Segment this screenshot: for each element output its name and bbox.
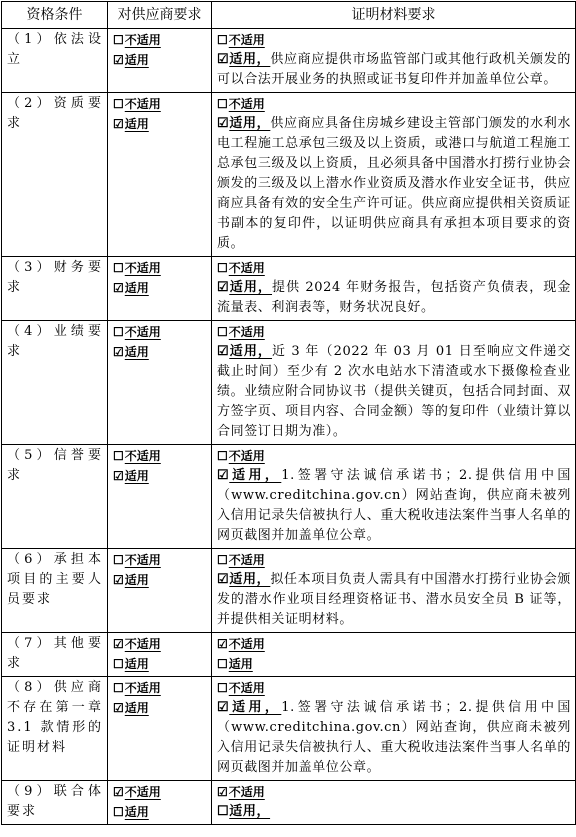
option-label: 不适用 bbox=[228, 681, 265, 695]
option-label: 适用 bbox=[124, 117, 149, 131]
option-not-applicable[interactable] bbox=[113, 550, 207, 570]
table-row bbox=[2, 445, 576, 549]
option-label: 不适用 bbox=[124, 97, 161, 111]
proof-material-cell bbox=[212, 321, 576, 445]
qualification-name: （5）信誉要求 bbox=[2, 445, 108, 549]
option-applicable[interactable] bbox=[217, 654, 571, 674]
option-label: 不适用 bbox=[228, 785, 265, 799]
option-not-applicable[interactable] bbox=[217, 94, 571, 114]
checkbox-icon[interactable]: ☐ bbox=[217, 261, 228, 275]
proof-text: 供应商应具备住房城乡建设主管部门颁发的水利水电工程施工总承包三级及以上资质，或港口与航道工程施工总承包三级及以上资质，且必须具备中国潜水打捞行业协会颁发的三级及以上潜水作业资质及潜水作业安全证书，供应商应具备有效的安全生产许可证。供应商应提供相关资质证书副本的复印件，以证明供应商具有承担本项目要求的资质。 bbox=[217, 116, 571, 251]
applicable-heading: 适用， bbox=[229, 344, 273, 359]
checkbox-icon[interactable]: ☐ bbox=[217, 97, 228, 111]
qualification-name: （1）依法设立 bbox=[2, 29, 108, 93]
proof-description bbox=[217, 342, 571, 442]
option-label: 适用 bbox=[124, 345, 149, 359]
option-not-applicable[interactable] bbox=[113, 94, 207, 114]
option-not-applicable[interactable] bbox=[113, 678, 207, 698]
checkbox-icon[interactable]: ☐ bbox=[217, 33, 228, 47]
header-row bbox=[2, 2, 576, 29]
option-label: 适用 bbox=[124, 53, 149, 67]
applicable-heading: 适用， bbox=[229, 116, 271, 131]
option-label: 不适用 bbox=[124, 681, 161, 695]
checkbox-icon[interactable]: ☐ bbox=[113, 805, 124, 819]
qualification-name: （8）供应商不存在第一章 3.1 款情形的证明材料 bbox=[2, 677, 108, 781]
checkbox-applicable-detail[interactable]: ☑ bbox=[217, 52, 230, 67]
checkbox-icon[interactable]: ☑ bbox=[113, 117, 124, 131]
applicable-heading: 适用， bbox=[229, 572, 271, 587]
table-row bbox=[2, 29, 576, 93]
checkbox-icon[interactable]: ☐ bbox=[217, 325, 228, 339]
option-label: 不适用 bbox=[228, 553, 265, 567]
proof-material-cell bbox=[212, 445, 576, 549]
checkbox-applicable-detail[interactable]: ☑ bbox=[217, 280, 230, 295]
qualification-name: （9）联合体要求 bbox=[2, 781, 108, 825]
table-row bbox=[2, 549, 576, 633]
applicable-heading: 适用， bbox=[229, 468, 282, 483]
checkbox-applicable-detail[interactable]: ☑ bbox=[217, 700, 230, 715]
qualification-name: （2）资质要求 bbox=[2, 93, 108, 257]
option-label: 不适用 bbox=[228, 637, 265, 651]
checkbox-applicable-detail[interactable]: ☑ bbox=[217, 468, 230, 483]
checkbox-icon[interactable]: ☐ bbox=[113, 261, 124, 275]
checkbox-applicable-detail[interactable]: ☑ bbox=[217, 116, 230, 131]
checkbox-icon[interactable]: ☐ bbox=[113, 97, 124, 111]
proof-description bbox=[217, 50, 571, 90]
checkbox-icon[interactable]: ☐ bbox=[217, 657, 228, 671]
qualification-name: （6）承担本项目的主要人员要求 bbox=[2, 549, 108, 633]
option-label: 适用 bbox=[124, 281, 149, 295]
checkbox-icon[interactable]: ☑ bbox=[217, 637, 228, 651]
table-row bbox=[2, 633, 576, 677]
option-not-applicable[interactable] bbox=[113, 322, 207, 342]
option-label: 适用 bbox=[124, 657, 149, 671]
proof-material-cell bbox=[212, 633, 576, 677]
proof-description bbox=[217, 570, 571, 630]
checkbox-icon[interactable]: ☐ bbox=[217, 681, 228, 695]
option-not-applicable[interactable] bbox=[217, 322, 571, 342]
checkbox-icon[interactable]: ☐ bbox=[217, 449, 228, 463]
option-not-applicable[interactable] bbox=[113, 446, 207, 466]
option-not-applicable[interactable] bbox=[217, 446, 571, 466]
checkbox-icon[interactable]: ☐ bbox=[113, 449, 124, 463]
supplier-requirement-cell bbox=[108, 321, 212, 445]
header-proof-material: 证明材料要求 bbox=[212, 2, 576, 29]
option-not-applicable[interactable] bbox=[113, 634, 207, 654]
table-row bbox=[2, 257, 576, 321]
applicable-heading: 适用， bbox=[229, 52, 271, 67]
option-label: 适用 bbox=[228, 657, 253, 671]
checkbox-icon[interactable]: ☐ bbox=[113, 33, 124, 47]
option-not-applicable[interactable] bbox=[217, 258, 571, 278]
table-row bbox=[2, 93, 576, 257]
option-not-applicable[interactable] bbox=[217, 634, 571, 654]
option-label: 适用 bbox=[124, 701, 149, 715]
checkbox-applicable-detail[interactable]: ☑ bbox=[217, 344, 230, 359]
option-label: 适用 bbox=[124, 573, 149, 587]
option-label: 不适用 bbox=[228, 97, 265, 111]
option-label: 不适用 bbox=[124, 33, 161, 47]
proof-text: 提供 2024 年财务报告，包括资产负债表，现金流量表、利润表等，财务状况良好。 bbox=[217, 280, 571, 315]
checkbox-icon[interactable]: ☑ bbox=[113, 345, 124, 359]
option-applicable[interactable] bbox=[113, 654, 207, 674]
option-applicable[interactable] bbox=[113, 466, 207, 486]
proof-material-cell bbox=[212, 257, 576, 321]
proof-material-cell bbox=[212, 93, 576, 257]
option-label: 不适用 bbox=[228, 261, 265, 275]
supplier-requirement-cell bbox=[108, 677, 212, 781]
option-label: 不适用 bbox=[124, 449, 161, 463]
qualification-table bbox=[1, 1, 576, 825]
proof-text: 近 3 年（2022 年 03 月 01 日至响应文件递交截止时间）至少有 2 次水电站水下清渣或水下摄像检查业绩。业绩应附合同协议书（提供关键页，包括合同封面、双方签字页、项目内容、合同金额）等的复印件（业绩计算以合同签订日期为准）。 bbox=[217, 344, 571, 439]
proof-description bbox=[217, 114, 571, 254]
checkbox-icon[interactable]: ☑ bbox=[113, 281, 124, 295]
option-not-applicable[interactable] bbox=[217, 782, 571, 802]
checkbox-icon[interactable]: ☐ bbox=[217, 553, 228, 567]
checkbox-icon[interactable]: ☑ bbox=[113, 637, 124, 651]
option-label: 不适用 bbox=[228, 449, 265, 463]
option-applicable[interactable] bbox=[113, 278, 207, 298]
checkbox-applicable-detail[interactable]: ☑ bbox=[217, 572, 230, 587]
option-not-applicable[interactable] bbox=[217, 550, 571, 570]
proof-text: 1.签署守法诚信承诺书；2.提供信用中国（www.creditchina.gov.cn）网站查询，供应商未被列入信用记录失信被执行人、重大税收违法案件当事人名单的网页截图并加盖单位公章。 bbox=[217, 468, 571, 543]
option-applicable[interactable] bbox=[113, 802, 207, 822]
option-label: 不适用 bbox=[228, 33, 265, 47]
option-applicable[interactable] bbox=[113, 114, 207, 134]
table-row bbox=[2, 321, 576, 445]
qualification-name: （7）其他要求 bbox=[2, 633, 108, 677]
applicable-heading: 适用， bbox=[229, 280, 273, 295]
option-label: 不适用 bbox=[124, 553, 161, 567]
proof-material-cell bbox=[212, 781, 576, 825]
option-not-applicable[interactable] bbox=[113, 30, 207, 50]
option-applicable[interactable] bbox=[113, 698, 207, 718]
proof-description bbox=[217, 698, 571, 778]
supplier-requirement-cell bbox=[108, 93, 212, 257]
proof-material-cell bbox=[212, 29, 576, 93]
option-label: 适用 bbox=[124, 805, 149, 819]
checkbox-icon[interactable]: ☑ bbox=[113, 469, 124, 483]
supplier-requirement-cell bbox=[108, 781, 212, 825]
checkbox-icon[interactable]: ☑ bbox=[113, 53, 124, 67]
option-label: 不适用 bbox=[124, 637, 161, 651]
option-not-applicable[interactable] bbox=[217, 30, 571, 50]
supplier-requirement-cell bbox=[108, 445, 212, 549]
option-label: 不适用 bbox=[124, 785, 161, 799]
option-label: 不适用 bbox=[124, 261, 161, 275]
proof-description bbox=[217, 802, 571, 822]
option-applicable[interactable] bbox=[113, 342, 207, 362]
checkbox-icon[interactable]: ☑ bbox=[217, 785, 228, 799]
checkbox-icon[interactable]: ☐ bbox=[113, 681, 124, 695]
proof-material-cell bbox=[212, 677, 576, 781]
header-qualification: 资格条件 bbox=[2, 2, 108, 29]
option-label: 不适用 bbox=[124, 325, 161, 339]
option-label: 不适用 bbox=[228, 325, 265, 339]
checkbox-icon[interactable]: ☑ bbox=[113, 785, 124, 799]
supplier-requirement-cell bbox=[108, 549, 212, 633]
supplier-requirement-cell bbox=[108, 633, 212, 677]
checkbox-icon[interactable]: ☑ bbox=[113, 701, 124, 715]
qualification-name: （4）业绩要求 bbox=[2, 321, 108, 445]
proof-description bbox=[217, 466, 571, 546]
option-applicable[interactable] bbox=[113, 50, 207, 70]
supplier-requirement-cell bbox=[108, 257, 212, 321]
checkbox-icon[interactable]: ☐ bbox=[113, 553, 124, 567]
checkbox-icon[interactable]: ☐ bbox=[113, 325, 124, 339]
proof-text: 拟任本项目负责人需具有中国潜水打捞行业协会颁发的潜水作业项目经理资格证书、潜水员安全员 B 证等，并提供相关证明材料。 bbox=[217, 572, 571, 627]
option-label: 适用 bbox=[124, 469, 149, 483]
option-not-applicable[interactable] bbox=[113, 782, 207, 802]
supplier-requirement-cell bbox=[108, 29, 212, 93]
checkbox-icon[interactable]: ☑ bbox=[113, 573, 124, 587]
proof-description bbox=[217, 278, 571, 318]
table-row bbox=[2, 677, 576, 781]
option-not-applicable[interactable] bbox=[217, 678, 571, 698]
table-row bbox=[2, 781, 576, 825]
option-not-applicable[interactable] bbox=[113, 258, 207, 278]
header-supplier-requirement: 对供应商要求 bbox=[108, 2, 212, 29]
applicable-heading: 适用， bbox=[229, 700, 282, 715]
checkbox-applicable-detail[interactable]: ☐ bbox=[217, 804, 230, 819]
option-applicable[interactable] bbox=[113, 570, 207, 590]
qualification-name: （3）财务要求 bbox=[2, 257, 108, 321]
checkbox-icon[interactable]: ☐ bbox=[113, 657, 124, 671]
proof-text: 供应商应提供市场监管部门或其他行政机关颁发的可以合法开展业务的执照或证书复印件并加盖单位公章。 bbox=[217, 52, 571, 87]
proof-text: 1.签署守法诚信承诺书；2.提供信用中国（www.creditchina.gov.cn）网站查询，供应商未被列入信用记录失信被执行人、重大税收违法案件当事人名单的网页截图并加盖单位公章。 bbox=[217, 700, 571, 775]
applicable-heading: 适用， bbox=[229, 804, 271, 819]
proof-material-cell bbox=[212, 549, 576, 633]
